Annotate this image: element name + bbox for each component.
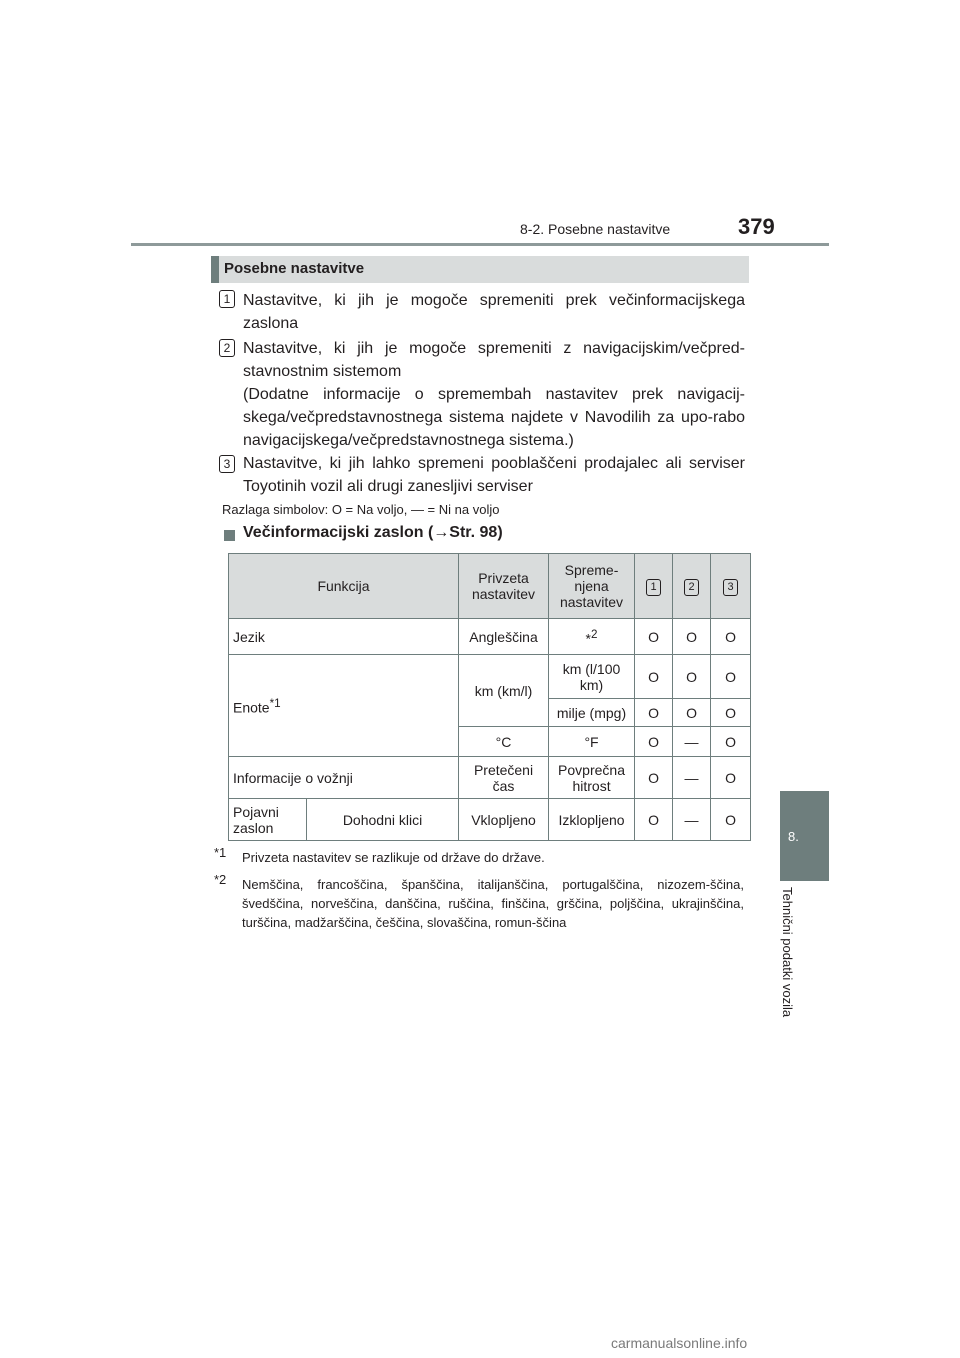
number-2-icon: 2 <box>684 579 699 596</box>
table-row <box>229 757 751 799</box>
asterisk: * <box>585 630 591 647</box>
cell-col-1: O <box>635 757 673 799</box>
header-section-title: 8-2. Posebne nastavitve <box>520 221 671 237</box>
footnote-ref: 2 <box>591 627 598 641</box>
cell-default: Angleščina <box>459 619 549 655</box>
cell-changed: km (l/100 km) <box>549 655 635 699</box>
cell-function <box>229 655 459 757</box>
item-2-note: (Dodatne informacije o spremembah nastavitev prek navigacij-skega/večpredstavnostnega sistema najdete v Navodilih za upo-rabo navigacijskega/večpredstavnostnega sistema.) <box>243 386 745 449</box>
cell-subfunction: Dohodni klici <box>307 799 459 841</box>
number-3-icon: 3 <box>219 455 235 473</box>
section-title: Posebne nastavitve <box>224 260 365 277</box>
cell-col-2: O <box>673 619 711 655</box>
cell-function: Informacije o vožnji <box>229 757 459 799</box>
cell-col-3: O <box>711 619 751 655</box>
cell-col-3: O <box>711 727 751 757</box>
header-col-3 <box>711 554 751 619</box>
cell-changed: milje (mpg) <box>549 699 635 727</box>
cell-default: °C <box>459 727 549 757</box>
table-row <box>229 619 751 655</box>
header-divider <box>131 243 829 246</box>
cell-col-2: — <box>673 799 711 841</box>
cell-default: Vklopljeno <box>459 799 549 841</box>
cell-function: Pojavni zaslon <box>229 799 307 841</box>
table-header-row <box>229 554 751 619</box>
cell-col-2: — <box>673 727 711 757</box>
footnote-ref: *1 <box>269 696 281 710</box>
number-3-icon: 3 <box>723 579 738 596</box>
page-number: 379 <box>738 214 775 239</box>
cell-default: km (km/l) <box>459 655 549 727</box>
cell-function: Jezik <box>229 619 459 655</box>
cell-col-3: O <box>711 757 751 799</box>
cell-default: Pretečeni čas <box>459 757 549 799</box>
item-1-text: Nastavitve, ki jih je mogoče spremeniti prek večinformacijskega zaslona <box>243 292 745 332</box>
cell-col-1: O <box>635 699 673 727</box>
footnote-1-mark: *1 <box>214 845 227 860</box>
header-function: Funkcija <box>229 554 459 619</box>
cell-col-2: — <box>673 757 711 799</box>
item-3-text: Nastavitve, ki jih lahko spremeni pooblaščeni prodajalec ali serviser Toyotinih vozil ali drugi zanesljivi serviser <box>243 455 745 495</box>
cell-col-2: O <box>673 655 711 699</box>
symbol-legend: Razlaga simbolov: O = Na voljo, — = Ni na voljo <box>222 502 500 517</box>
cell-col-1: O <box>635 619 673 655</box>
settings-table <box>228 553 751 841</box>
watermark: carmanualsonline.info <box>611 1335 748 1351</box>
cell-col-1: O <box>635 655 673 699</box>
cell-changed: Izklopljeno <box>549 799 635 841</box>
cell-col-1: O <box>635 727 673 757</box>
header-changed: Spreme- njena nastavitev <box>549 554 635 619</box>
header-col-1 <box>635 554 673 619</box>
number-2-icon: 2 <box>219 339 235 357</box>
cell-col-2: O <box>673 699 711 727</box>
cell-col-3: O <box>711 699 751 727</box>
footnote-2-text: Nemščina, francoščina, španščina, italijanščina, portugalščina, nizozem-ščina, švedščina, norveščina, danščina, ruščina, finščina, grščina, poljščina, ukrajinščina, turščina, madžarščina, češčina, slovaščina, romun-ščina <box>242 877 744 930</box>
cell-col-3: O <box>711 799 751 841</box>
subheading: Večinformacijski zaslon (→Str. 98) <box>243 524 503 541</box>
cell-col-3: O <box>711 655 751 699</box>
header-col-2 <box>673 554 711 619</box>
function-label: Enote <box>233 699 270 716</box>
cell-changed: °F <box>549 727 635 757</box>
number-1-icon: 1 <box>646 579 661 596</box>
cell-changed <box>549 619 635 655</box>
table-row <box>229 799 751 841</box>
chapter-title: Tehnični podatki vozila <box>780 887 795 1018</box>
number-1-icon: 1 <box>219 290 235 308</box>
item-2-text: Nastavitve, ki jih je mogoče spremeniti z navigacijskim/večpred-stavnostnim sistemom <box>243 340 745 380</box>
cell-col-1: O <box>635 799 673 841</box>
footnote-1-text: Privzeta nastavitev se razlikuje od države do države. <box>242 850 545 865</box>
chapter-number: 8. <box>788 829 799 844</box>
cell-changed: Povprečna hitrost <box>549 757 635 799</box>
footnote-2-mark: *2 <box>214 872 227 887</box>
square-bullet-icon <box>224 530 235 541</box>
header-default: Privzeta nastavitev <box>459 554 549 619</box>
table-row <box>229 655 751 699</box>
